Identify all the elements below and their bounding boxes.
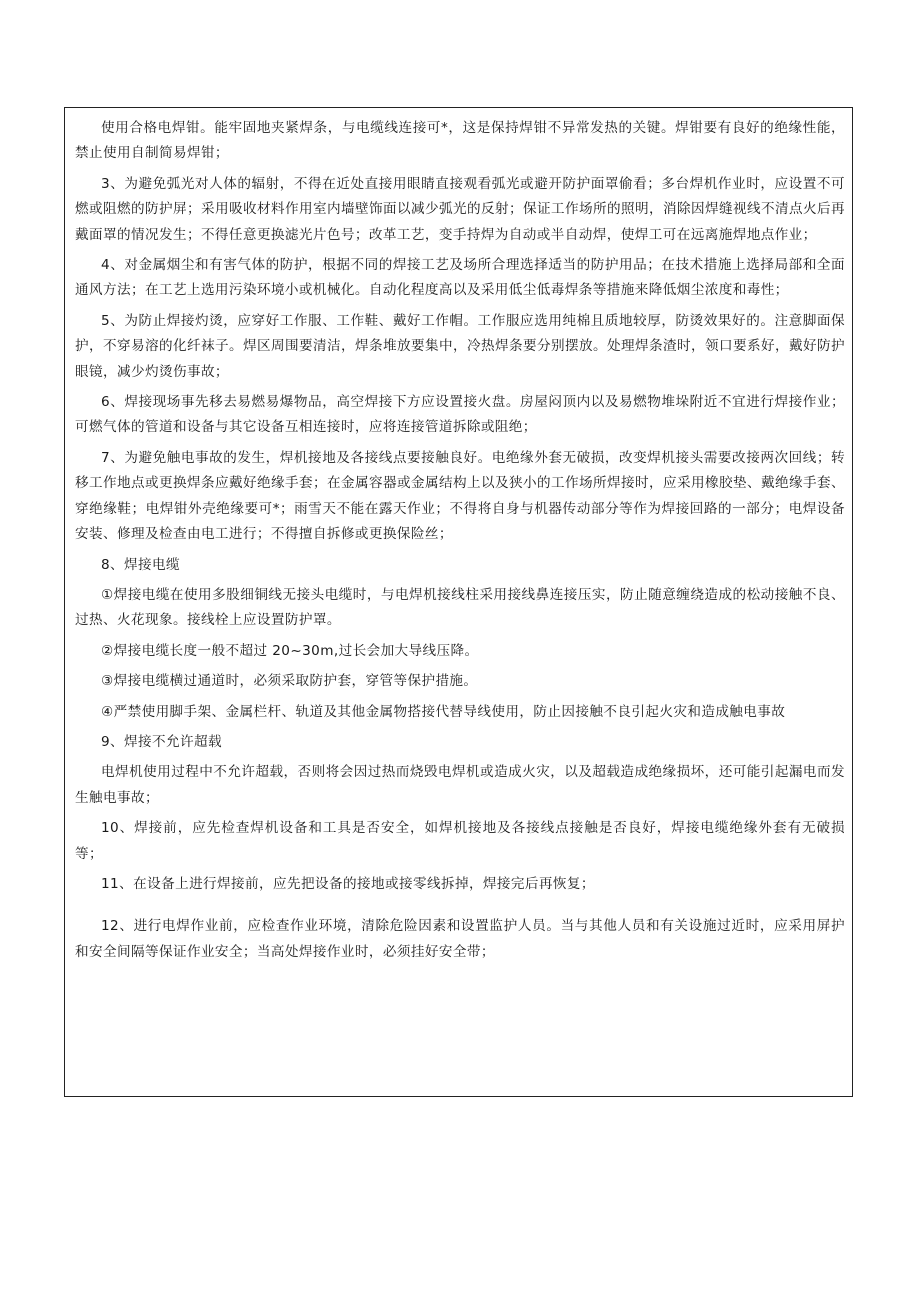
document-content-box (64, 107, 853, 1097)
paragraph-item-5-burns: 5、为防止焊接灼烫，应穿好工作服、工作鞋、戴好工作帽。工作服应选用纯棉且质地较厚，防烫效果好的。注意脚面保护，不穿易溶的化纤袜子。焊区周围要清洁，焊条堆放要集中，冷热焊条要分别摆放。处理焊条渣时，领口要系好，戴好防护眼镜，减少灼烫伤事故； (75, 312, 845, 380)
heading-item-9-no-overload: 9、焊接不允许超载 (101, 733, 222, 750)
paragraph-cable-point-1: ①焊接电缆在使用多股细铜线无接头电缆时，与电焊机接线柱采用接线鼻连接压实，防止随意缠绕造成的松动接触不良、过热、火花现象。接线栓上应设置防护罩。 (75, 586, 845, 629)
paragraph-item-12-environment: 12、进行电焊作业前，应检查作业环境，清除危险因素和设置监护人员。当与其他人员和有关设施过近时，应采用屏护和安全间隔等保证作业安全；当高处焊接作业时，必须挂好安全带； (75, 918, 845, 960)
paragraph-cable-point-4: ④严禁使用脚手架、金属栏杆、轨道及其他金属物搭接代替导线使用，防止因接触不良引起火灾和造成触电事故 (101, 703, 786, 720)
paragraph-item-3-arc-light: 3、为避免弧光对人体的辐射，不得在近处直接用眼睛直接观看弧光或避开防护面罩偷看；多台焊机作业时，应设置不可燃或阻燃的防护屏；采用吸收材料作用室内墙壁饰面以减少弧光的反射；保证工作场所的照明，消除因焊缝视线不清点火后再戴面罩的情况发生；不得任意更换滤光片色号；改革工艺，变手持焊为自动或半自动焊，使焊工可在远离施焊地点作业； (75, 175, 845, 243)
paragraph-cable-point-2: ②焊接电缆长度一般不超过 20~30m,过长会加大导线压降。 (101, 642, 479, 659)
paragraph-welding-clamp: 使用合格电焊钳。能牢固地夹紧焊条，与电缆线连接可*，这是保持焊钳不异常发热的关键。焊钳要有良好的绝缘性能，禁止使用自制简易焊钳； (75, 120, 845, 162)
paragraph-cable-point-3: ③焊接电缆横过通道时，必须采取防护套，穿管等保护措施。 (101, 673, 478, 690)
paragraph-item-4-fumes: 4、对金属烟尘和有害气体的防护，根据不同的焊接工艺及场所合理选择适当的防护用品；在技术措施上选择局部和全面通风方法；在工艺上选用污染环境小或机械化。自动化程度高以及采用低尘低毒焊条等措施来降低烟尘浓度和毒性； (75, 257, 845, 299)
paragraph-item-7-electric-shock: 7、为避免触电事故的发生，焊机接地及各接线点要接触良好。电绝缘外套无破损，改变焊机接头需要改接两次回线；转移工作地点或更换焊条应戴好绝缘手套；在金属容器或金属结构上以及狭小的工作场所焊接时，应采用橡胶垫、戴绝缘手套、穿绝缘鞋；电焊钳外壳绝缘要可*；雨雪天不能在露天作业；不得将自身与机器传动部分等作为焊接回路的一部分；电焊设备安装、修理及检查由电工进行；不得擅自拆修或更换保险丝； (75, 449, 845, 543)
paragraph-item-11-grounding: 11、在设备上进行焊接前，应先把设备的接地或接零线拆掉，焊接完后再恢复； (101, 875, 595, 892)
paragraph-overload-detail: 电焊机使用过程中不允许超载，否则将会因过热而烧毁电焊机或造成火灾，以及超载造成绝缘损坏，还可能引起漏电而发生触电事故； (75, 764, 845, 806)
paragraph-item-10-pre-check: 10、焊接前，应先检查焊机设备和工具是否安全，如焊机接地及各接线点接触是否良好，焊接电缆绝缘外套有无破损等； (75, 820, 845, 862)
paragraph-item-6-flammables: 6、焊接现场事先移去易燃易爆物品，高空焊接下方应设置接火盘。房屋闷顶内以及易燃物堆垛附近不宜进行焊接作业；可燃气体的管道和设备与其它设备互相连接时，应将连接管道拆除或阻绝； (75, 394, 845, 436)
heading-item-8-welding-cable: 8、焊接电缆 (101, 556, 181, 573)
